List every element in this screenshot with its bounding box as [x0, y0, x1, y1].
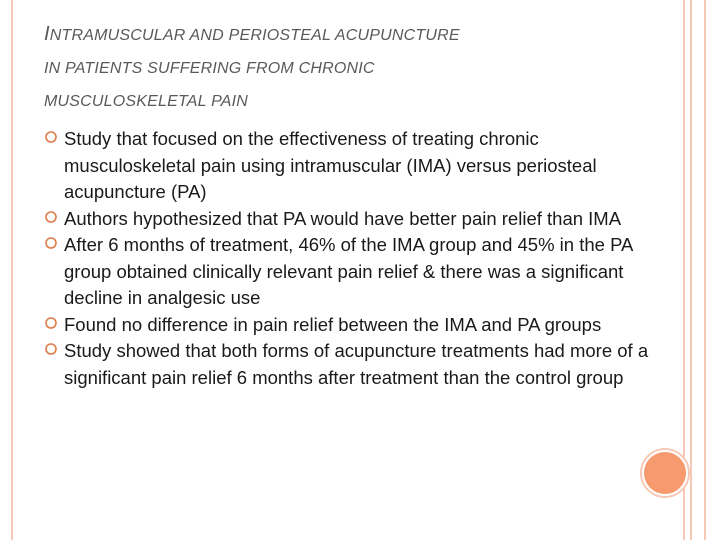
title-line-2: IN PATIENTS SUFFERING FROM CHRONIC [44, 60, 375, 77]
bullet-list [44, 126, 664, 391]
bullet-item [44, 232, 664, 312]
left-frame-line [11, 0, 13, 540]
hollow-circle-bullet-icon [44, 236, 58, 250]
bullet-text: Study showed that both forms of acupuncture treatments had more of a significant pain relief 6 months after treatment than the control group [64, 340, 649, 388]
right-frame-line [704, 0, 706, 540]
right-frame-line [690, 0, 692, 540]
bullet-text: Study that focused on the effectiveness of treating chronic musculoskeletal pain using intramuscular (IMA) versus periosteal acupuncture (PA) [64, 128, 597, 202]
title-line-1: INTRAMUSCULAR AND PERIOSTEAL ACUPUNCTURE [44, 23, 460, 45]
hollow-circle-bullet-icon [44, 316, 58, 330]
bullet-item [44, 206, 664, 233]
bullet-item [44, 126, 664, 206]
bullet-item [44, 338, 664, 391]
bullet-item [44, 312, 664, 339]
bullet-text: Authors hypothesized that PA would have better pain relief than IMA [64, 207, 622, 229]
title-line-3: MUSCULOSKELETAL PAIN [44, 93, 249, 110]
slide-title [44, 18, 664, 118]
hollow-circle-bullet-icon [44, 210, 58, 224]
bullet-text: After 6 months of treatment, 46% of the IMA group and 45% in the PA group obtained clinically relevant pain relief & there was a significant decline in analgesic use [64, 234, 633, 308]
hollow-circle-bullet-icon [44, 342, 58, 356]
bullet-text: Found no difference in pain relief between the IMA and PA groups [64, 313, 602, 335]
decorative-circle [642, 450, 688, 496]
hollow-circle-bullet-icon [44, 130, 58, 144]
